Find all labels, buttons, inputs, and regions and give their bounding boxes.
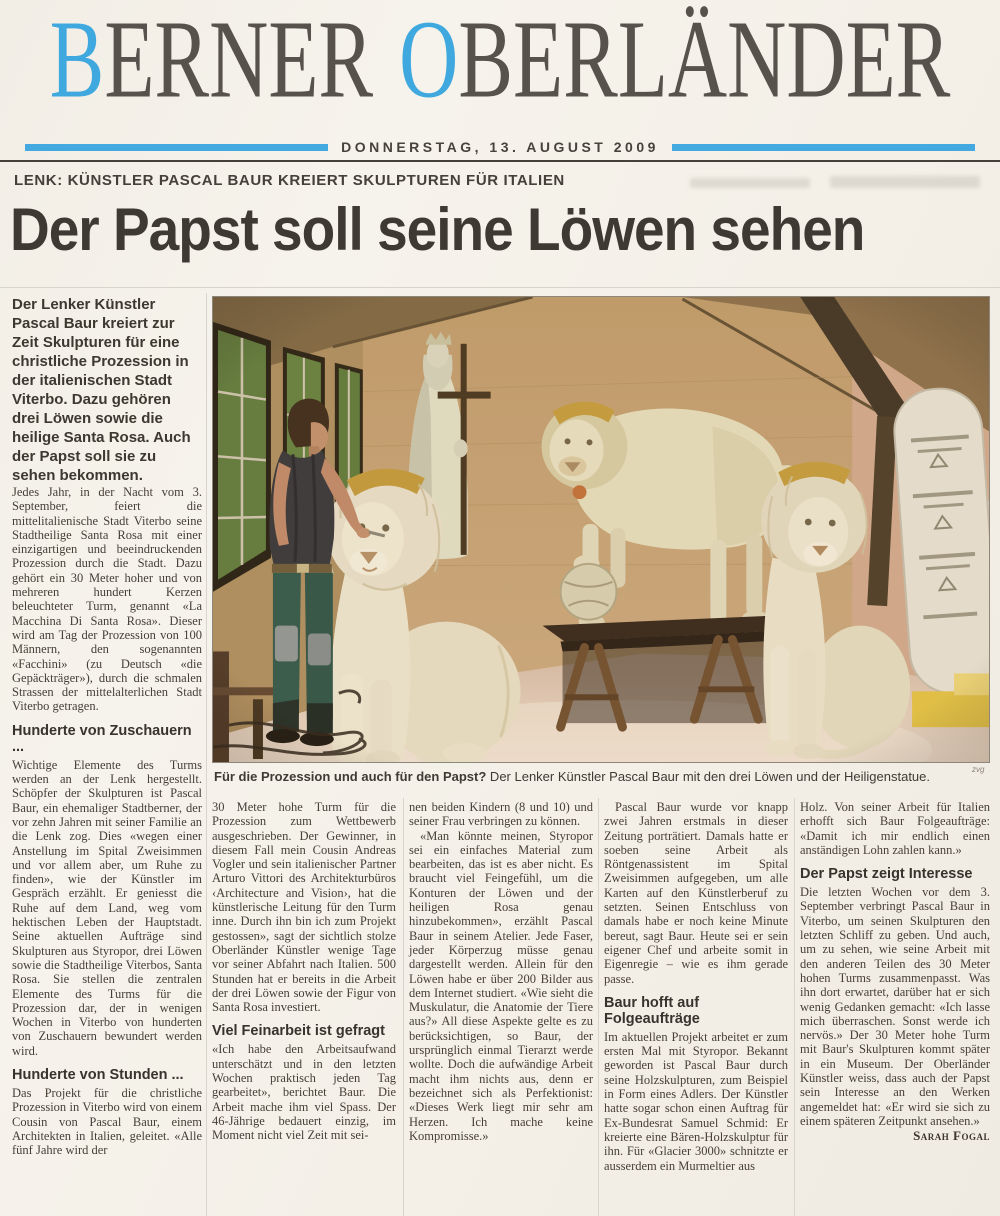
paragraph: «Man könnte meinen, Styropor sei ein einfaches Material zum bearbeiten, das ist es aber nicht. Es braucht viel Feingefühl, um die Konturen der Löwen und der heiligen Rosa genau hinzubekommen», erzählt Pascal Baur in seinem Atelier. Jede Faser, jeder Körperzug müsse genau dargestellt werden. Allein für den Löwen habe er über 200 Bilder aus dem Internet studiert. «Wie sieht die Muskulatur, die Anatomie der Tiere aus?» All diese Aspekte gelte es zu berücksichtigen, so Baur, der ursprünglich einmal Tierarzt werde wollte. Doch die aufwändige Arbeit macht ihm nichts aus, denn er bezeichnet sich als Perfektionist: «Dieses Werk liegt mir sehr am Herzen. Ich mache keine Kompromisse.» (409, 828, 593, 1143)
article-column-5 (800, 800, 990, 1216)
paragraph: Jedes Jahr, in der Nacht vom 3. September, feiert die mittelitalienische Stadt Viterbo seine Stadtheilige Santa Rosa mit einer einzigartigen und beeindruckenden Prozession durch die Stadt. Dazu gehört ein 30 Meter hoher und von mehreren hundert Kerzen beleuchteter Turm, genannt «La Macchina Di Santa Rosa». Dieser wird am Tag der Prozession von 100 Männern, den sogenannten «Facchini» (zu Deutsch «die Gepäckträger»), durch die schmalen Strassen der mittelalterlichen Stadt Viterbo getragen. (12, 485, 202, 714)
paragraph: Die letzten Wochen vor dem 3. September verbringt Pascal Baur in Viterbo, um seinen Skulpturen den letzten Schliff zu geben. Und auch, um zu sehen, wie seine Arbeit mit den anderen Teilen des 30 Meter hohen Turms zusammenpasst. Was ihn dort erwartet, darüber hat er sich wenig Gedanken gemacht: «Ich lasse mich überraschen. Sonst werde ich nervös.» Der 30 Meter hohe Turm mit Baur's Skulpturen kommt später in ein Museum. Der Oberländer Künstler weiss, dass auch der Papst sein Interesse an den Werken angemeldet hat: «Er wird sie sich zu einem späteren Zeitpunkt ansehen.» (800, 885, 990, 1128)
lead-paragraph: Der Lenker Künstler Pascal Baur kreiert zur Zeit Skulpturen für eine christliche Prozession in der italienischen Stadt Viterbo. Dazu gehören drei Löwen sowie die heilige Santa Rosa. Auch der Papst soll sie zu sehen bekommen. (12, 296, 191, 484)
headline: Der Papst soll seine Löwen sehen (10, 195, 865, 264)
caption-text: Der Lenker Künstler Pascal Baur mit den drei Löwen und der Heiligenstatue. (486, 769, 931, 784)
photo-credit: zvg (972, 765, 985, 774)
print-bleed-smudge (690, 178, 810, 188)
paragraph: Pascal Baur wurde vor knapp zwei Jahren erstmals in dieser Zeitung porträtiert. Damals hatte er soeben seine Arbeit als Röntgenassistent im Spital Zweisimmen aufgegeben, um alle Karten auf den Künstlerberuf zu setzten. Seinen Entschluss von damals habe er noch keine Minute bereut, sagt Baur. Heute sei er sein eigener Chef und arbeite somit in Eigenregie – wie es ihm gerade passe. (604, 800, 788, 986)
dateline-bar-right (672, 144, 975, 151)
article-column-3 (409, 800, 593, 1216)
paragraph: Wichtige Elemente des Turms werden an der Lenk hergestellt. Schöpfer der Skulpturen ist Pascal Baur, ein ehemaliger Stadtberner, der vor zehn Jahren mit seiner Familie an die Lenk zog. Dies «wegen einer Anstellung im Spital Zweisimmen und vor allem aber, um Ruhe zu finden», wie der Künstler im Gespräch erzählt. Er geniesst die Ruhe auf dem Land, weg vom hektischen Leben der Hauptstadt. Seine aktuellen Aufträge sind Skulpturen aus Styropor, drei Löwen sowie die Stadtheilige Viterbos, Santa Rosa. Sie stellen die zentralen Elemente des Turms für die Prozession dar, der in wenigen Wochen in Viterbo von hunderten von Zuschauern bewundert werden wird. (12, 757, 202, 1058)
column-rule (206, 293, 207, 1216)
dateline: DONNERSTAG, 13. AUGUST 2009 (341, 139, 659, 155)
kicker: LENK: KÜNSTLER PASCAL BAUR KREIERT SKULPTUREN FÜR ITALIEN (14, 172, 565, 189)
paragraph: Holz. Von seiner Arbeit für Italien erhofft sich Baur Folgeaufträge: «Damit ich mir endlich einen anständigen Lohn zahlen kann.» (800, 800, 990, 857)
masthead-initial-b: B (49, 0, 105, 121)
article-column-4 (604, 800, 788, 1216)
paragraph: 30 Meter hohe Turm für die Prozession zum Wettbewerb ausgeschrieben. Der Gewinner, in diesem Fall mein Cousin Andreas Vogler und sein italienischer Partner Arturo Vittori des Architekturbüros ‹Architecture and Vision›, hat die künstlerische Leitung für den Turm inne. Durch ihn bin ich zum Projekt gestossen», sagt der sichtlich stolze Oberländer Künstler wenige Tage vor seiner Abfahrt nach Italien. 500 Stunden hat er bereits in die Arbeit der drei Löwen sowie der Figur von Santa Rosa investiert. (212, 800, 396, 1015)
rule-under-headline (0, 287, 1000, 288)
photo-caption (214, 769, 990, 785)
dateline-row (25, 139, 975, 155)
subhead-zuschauern: Hunderte von Zuschauern ... (12, 722, 192, 755)
article-column-2 (212, 800, 396, 1216)
article-column-1 (12, 295, 202, 1216)
column-rule (598, 798, 599, 1216)
rule-under-dateline (0, 160, 1000, 162)
workshop-photo-illustration (213, 297, 989, 762)
paragraph: Das Projekt für die christliche Prozession in Viterbo wird von einem Cousin von Pascal Baur, einem Architekten in Italien, geleitet. «Alle fünf Jahre wird der (12, 1085, 202, 1158)
print-bleed-smudge (830, 176, 980, 188)
dateline-bar-left (25, 144, 328, 151)
masthead-initial-o: O (399, 0, 459, 121)
subhead-folgeauftraege: Baur hofft auf Folgeaufträge (604, 994, 700, 1027)
workshop-photo (212, 296, 990, 763)
column-rule (794, 798, 795, 1216)
column-rule (403, 798, 404, 1216)
paragraph: Im aktuellen Projekt arbeitet er zum ersten Mal mit Styropor. Bekannt geworden ist Pascal Baur durch seine Holzskulpturen, zum Beispiel in Form eines Adlers. Der Künstler hatte sogar schon einen Auftrag für Ex-Bundesrat Samuel Schmid: Er kreierte eine Bären-Holzskulptur für ihn. Für «Glacier 3000» schnitzte er ausserdem ein Murmeltier aus (604, 1029, 788, 1173)
paragraph: «Ich habe den Arbeitsaufwand unterschätzt und in den letzten Wochen praktisch jeden Tag gearbeitet», berichtet Baur. Die Arbeit mache ihm viel Spass. Der 46-Jährige bedauert einzig, im Moment nicht viel Zeit mit sei- (212, 1042, 396, 1143)
byline: Sarah Fogal (913, 1128, 990, 1144)
subhead-stunden: Hunderte von Stunden ... (12, 1066, 184, 1083)
caption-lead-in: Für die Prozession und auch für den Papst? (214, 769, 487, 784)
masthead (0, 0, 1000, 121)
masthead-berlander: BERLÄNDER (458, 0, 951, 121)
subhead-papst-interesse: Der Papst zeigt Interesse (800, 866, 973, 883)
masthead-erner: ERNER (104, 0, 374, 121)
subhead-feinarbeit: Viel Feinarbeit ist gefragt (212, 1023, 385, 1040)
paragraph: nen beiden Kindern (8 und 10) und seiner Frau verbringen zu können. (409, 800, 593, 829)
